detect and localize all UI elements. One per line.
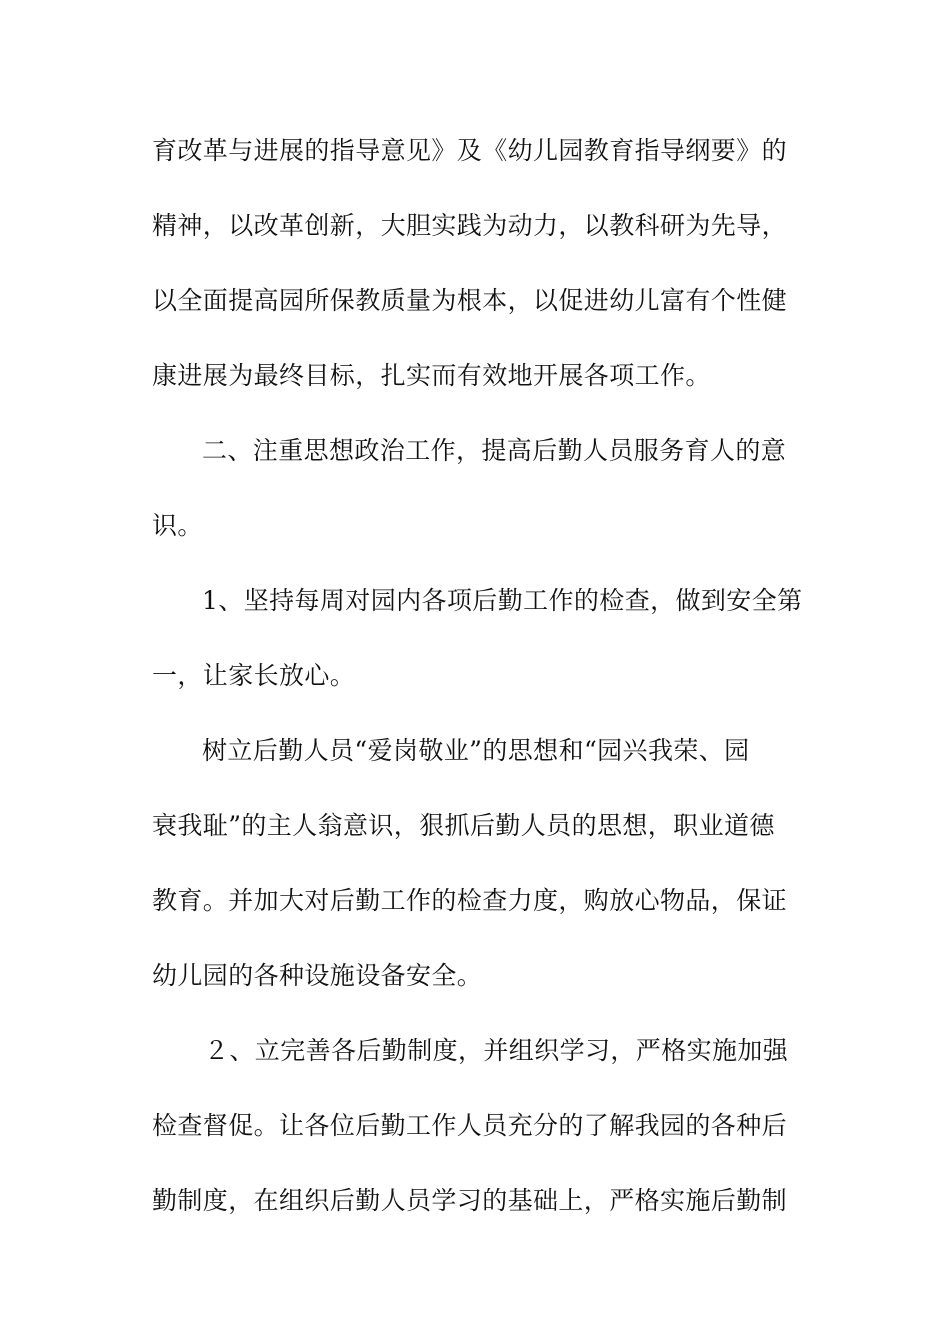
- text-line: 勤制度，在组织后勤人员学习的基础上，严格实施后勤制: [152, 1186, 788, 1215]
- text-line: 康进展为最终目标，扎实而有效地开展各项工作。: [152, 361, 711, 390]
- text-line: 一，让家长放心。: [152, 661, 356, 690]
- text-line: 育改革与进展的指导意见》及《幼儿园教育指导纲要》的: [152, 136, 788, 165]
- paragraph-heading: 二、注重思想政治工作，提高后勤人员服务育人的意: [202, 436, 787, 465]
- text-line: 精神，以改革创新，大胆实践为动力，以教科研为先导，: [152, 211, 788, 240]
- text-line: 衰我耻”的主人翁意识，狠抓后勤人员的思想，职业道德: [152, 811, 775, 840]
- text-line: 树立后勤人员“爱岗敬业”的思想和“园兴我荣、园: [202, 736, 750, 765]
- text-line: 检查督促。让各位后勤工作人员充分的了解我园的各种后: [152, 1111, 788, 1140]
- text-line: 以全面提高园所保教质量为根本，以促进幼儿富有个性健: [152, 286, 788, 315]
- text-line: 识。: [152, 511, 203, 540]
- text-line: 幼儿园的各种设施设备安全。: [152, 961, 483, 990]
- text-line: 教育。并加大对后勤工作的检查力度，购放心物品，保证: [152, 886, 788, 915]
- list-item: ２、立完善各后勤制度，并组织学习，严格实施加强: [204, 1036, 789, 1065]
- list-item: 1、坚持每周对园内各项后勤工作的检查，做到安全第: [202, 586, 803, 615]
